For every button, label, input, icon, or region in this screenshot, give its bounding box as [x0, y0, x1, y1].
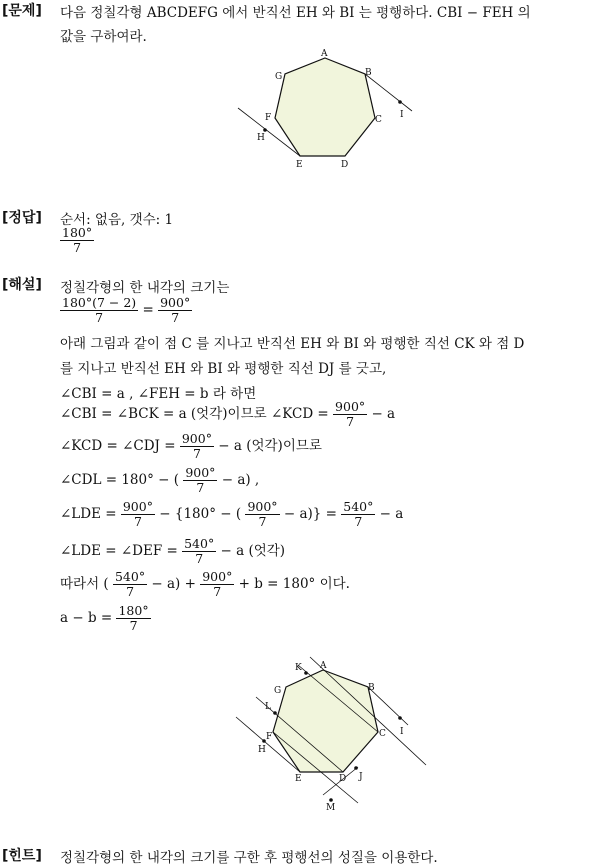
solution-line-7: ∠KCD = ∠CDJ = $\frac{900^\circ}{7}$ − a (엇각)이므로: [60, 431, 322, 461]
solution-line-8: ∠CDL = 180° − ( $\frac{900^\circ}{7}$ − a) ,: [60, 465, 260, 495]
answer-tag: [정답]: [2, 210, 42, 226]
fig1-label-f: F: [265, 113, 272, 123]
fig1-label-g: G: [275, 72, 283, 82]
solution-line-9: ∠LDE = $\frac{900^\circ}{7}$ − {180° − ( $\frac{900^\circ}{7}$ − a)} = $\frac{540^\circ}{7}$ − a: [60, 499, 404, 529]
fig1-label-d: D: [341, 160, 349, 170]
hint-text: 정칠각형의 한 내각의 크기를 구한 후 평행선의 성질을 이용한다.: [60, 850, 438, 866]
solution-line-11: 따라서 ( $\frac{540^\circ}{7}$ − a) + $\frac{900^\circ}{7}$ + b = 180° 이다.: [60, 569, 350, 599]
solution-line-3: 아래 그림과 같이 점 C 를 지나고 반직선 EH 와 BI 와 평행한 직선 CK 와 점 D: [60, 336, 525, 352]
fig2-label-f: F: [266, 732, 273, 742]
problem-line-1: 다음 정칠각형 ABCDEFG 에서 반직선 EH 와 BI 는 평행하다. CBI − FEH 의: [60, 5, 531, 21]
answer-value: [60, 226, 94, 255]
solution-tag: [해설]: [2, 277, 42, 293]
solution-line-5: ∠CBI = a , ∠FEH = b 라 하면: [60, 386, 257, 402]
fig1-label-c: C: [375, 115, 382, 125]
solution-line-12: a − b = $\frac{180^\circ}{7}$: [60, 603, 149, 633]
solution-line-4: 를 지나고 반직선 EH 와 BI 와 평행한 직선 DJ 를 긋고,: [60, 361, 387, 377]
fig1-label-h: H: [257, 133, 265, 143]
fig2-label-k: K: [295, 663, 302, 673]
heptagon-figure-2: [228, 655, 428, 815]
fig1-label-b: B: [365, 68, 372, 78]
solution-line-1: 정칠각형의 한 내각의 크기는: [60, 280, 230, 296]
fig2-label-l: L: [265, 702, 271, 712]
fig1-label-e: E: [296, 160, 303, 170]
solution-line-2: $\frac{180^\circ(7 - 2)}{7}$ = $\frac{900^\circ}{7}$: [62, 295, 191, 325]
problem-tag: [문제]: [2, 3, 42, 19]
problem-line-2: 값을 구하여라.: [60, 29, 147, 45]
fig2-label-b: B: [368, 683, 375, 693]
fig2-label-j: J: [359, 772, 363, 782]
solution-line-10: ∠LDE = ∠DEF = $\frac{540^\circ}{7}$ − a (엇각): [60, 536, 286, 566]
fig2-label-d: D: [339, 774, 347, 784]
solution-line-6: ∠CBI = ∠BCK = a (엇각)이므로 ∠KCD = $\frac{900^\circ}{7}$ − a: [60, 399, 396, 429]
fig2-label-c: C: [379, 729, 386, 739]
heptagon-figure-1: [230, 48, 420, 173]
fig2-label-g: G: [274, 686, 282, 696]
fig2-label-e: E: [295, 774, 302, 784]
fig2-label-a: A: [320, 661, 327, 671]
answer-line-1: 순서: 없음, 갯수: 1: [60, 212, 174, 228]
fig1-label-a: A: [321, 49, 328, 59]
fig2-label-m: M: [326, 803, 336, 813]
hint-tag: [힌트]: [2, 848, 42, 864]
fig2-label-i: I: [400, 727, 404, 737]
fig2-label-h: H: [258, 745, 266, 755]
fig1-label-i: I: [400, 110, 404, 120]
answer-fraction: $\frac{180^\circ}{7}$: [62, 225, 93, 255]
